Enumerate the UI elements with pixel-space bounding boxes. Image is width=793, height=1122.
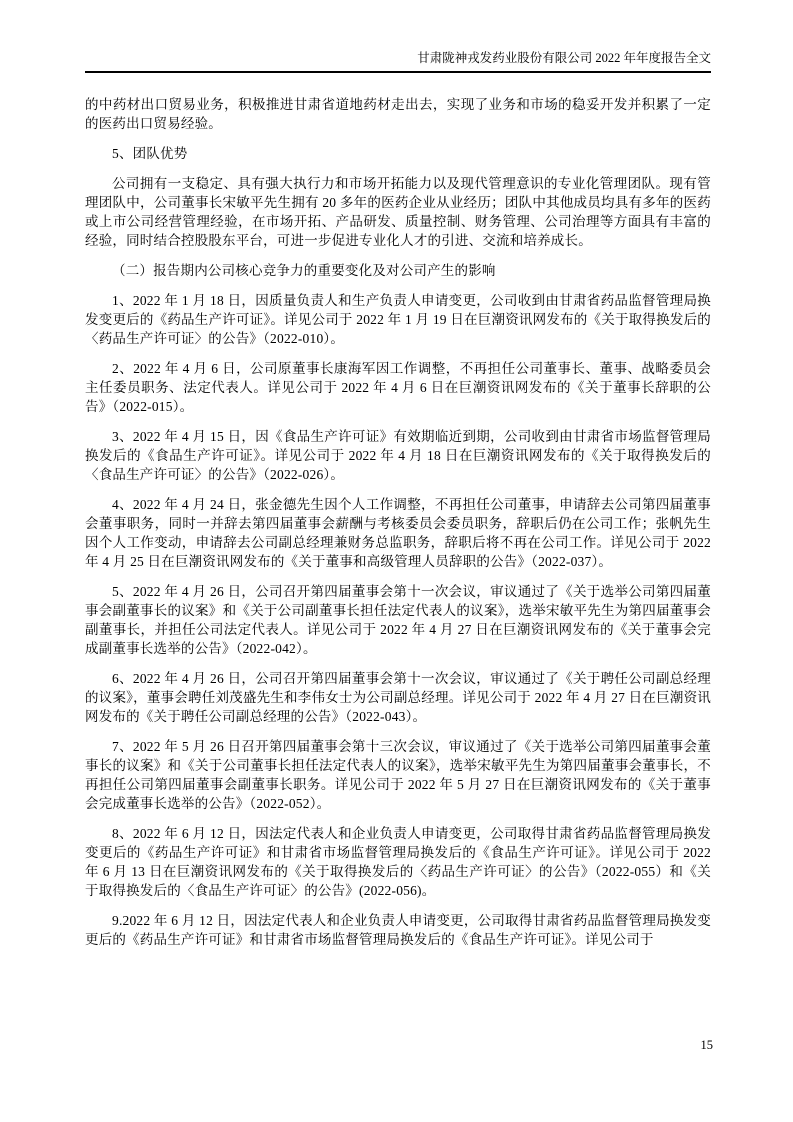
body-paragraph-item-6: 6、2022 年 4 月 26 日，公司召开第四届董事会第十一次会议，审议通过了《关于聘任公司副总经理的议案》，董事会聘任刘茂盛先生和李伟女士为公司副总经理。详见公司于 2022 年 4 月 27 日在巨潮资讯网发布的《关于聘任公司副总经理的公告》（2022-043）。 <box>85 671 711 724</box>
section-heading-team-advantage: 5、团队优势 <box>112 146 188 161</box>
section-heading-core-competitiveness-changes: （二）报告期内公司核心竞争力的重要变化及对公司产生的影响 <box>112 263 496 278</box>
body-paragraph-continuation: 的中药材出口贸易业务，积极推进甘肃省道地药材走出去，实现了业务和市场的稳妥开发并积累了一定的医药出口贸易经验。 <box>85 97 711 131</box>
body-paragraph-item-8: 8、2022 年 6 月 12 日，因法定代表人和企业负责人申请变更，公司取得甘肃省药品监督管理局换发变更后的《药品生产许可证》和甘肃省市场监督管理局换发后的《食品生产许可证》。详见公司于 2022 年 6 月 13 日在巨潮资讯网发布的《关于取得换发后的〈药品生产许可证〉的公告》（2022-055）和《关于取得换发后的〈食品生产许可证〉的公告》(2022-056)。 <box>85 826 711 898</box>
body-paragraph-item-3: 3、2022 年 4 月 15 日，因《食品生产许可证》有效期临近到期，公司收到由甘肃省市场监督管理局换发后的《食品生产许可证》。详见公司于 2022 年 4 月 18 日在巨潮资讯网发布的《关于取得换发后的〈食品生产许可证〉的公告》（2022-026）。 <box>85 429 711 482</box>
header-divider <box>85 71 711 73</box>
body-paragraph-item-2: 2、2022 年 4 月 6 日，公司原董事长康海军因工作调整，不再担任公司董事长、董事、战略委员会主任委员职务、法定代表人。详见公司于 2022 年 4 月 6 日在巨潮资讯网发布的《关于董事长辞职的公告》（2022-015）。 <box>85 361 711 414</box>
page-number: 15 <box>700 1038 713 1052</box>
body-paragraph-item-7: 7、2022 年 5 月 26 日召开第四届董事会第十三次会议，审议通过了《关于选举公司第四届董事会董事长的议案》和《关于公司董事长担任法定代表人的议案》，选举宋敏平先生为第四届董事会董事长，不再担任公司第四届董事会副董事长职务。详见公司于 2022 年 5 月 27 日在巨潮资讯网发布的《关于董事会完成董事长选举的公告》（2022-052）。 <box>85 739 711 811</box>
body-paragraph-item-9: 9.2022 年 6 月 12 日，因法定代表人和企业负责人申请变更，公司取得甘肃省药品监督管理局换发变更后的《药品生产许可证》和甘肃省市场监督管理局换发后的《食品生产许可证》。详见公司于 <box>85 913 711 947</box>
body-paragraph-item-5: 5、2022 年 4 月 26 日，公司召开第四届董事会第十一次会议，审议通过了《关于选举公司第四届董事会副董事长的议案》和《关于公司副董事长担任法定代表人的议案》，选举宋敏平先生为第四届董事会副董事长，并担任公司法定代表人。详见公司于 2022 年 4 月 27 日在巨潮资讯网发布的《关于董事会完成副董事长选举的公告》（2022-042）。 <box>85 584 711 656</box>
body-paragraph: 公司拥有一支稳定、具有强大执行力和市场开拓能力以及现代管理意识的专业化管理团队。现有管理团队中，公司董事长宋敏平先生拥有 20 多年的医药企业从业经历；团队中其他成员均具有多年的医药或上市公司经营管理经验，在市场开拓、产品研发、质量控制、财务管理、公司治理等方面具有丰富的经验，同时结合控股股东平台，可进一步促进专业化人才的引进、交流和培养成长。 <box>85 176 711 248</box>
body-paragraph-item-4: 4、2022 年 4 月 24 日，张金德先生因个人工作调整，不再担任公司董事，申请辞去公司第四届董事会董事职务，同时一并辞去第四届董事会薪酬与考核委员会委员职务，辞职后仍在公司工作；张帆先生因个人工作变动，申请辞去公司副总经理兼财务总监职务，辞职后将不再在公司工作。详见公司于 2022 年 4 月 25 日在巨潮资讯网发布的《关于董事和高级管理人员辞职的公告》（2022-037）。 <box>85 497 711 569</box>
report-header-title: 甘肃陇神戎发药业股份有限公司 2022 年年度报告全文 <box>417 51 711 65</box>
body-paragraph-item-1: 1、2022 年 1 月 18 日，因质量负责人和生产负责人申请变更，公司收到由甘肃省药品监督管理局换发变更后的《药品生产许可证》。详见公司于 2022 年 1 月 19 日在巨潮资讯网发布的《关于取得换发后的〈药品生产许可证〉的公告》（2022-010）。 <box>85 293 711 346</box>
document-body <box>85 95 711 949</box>
